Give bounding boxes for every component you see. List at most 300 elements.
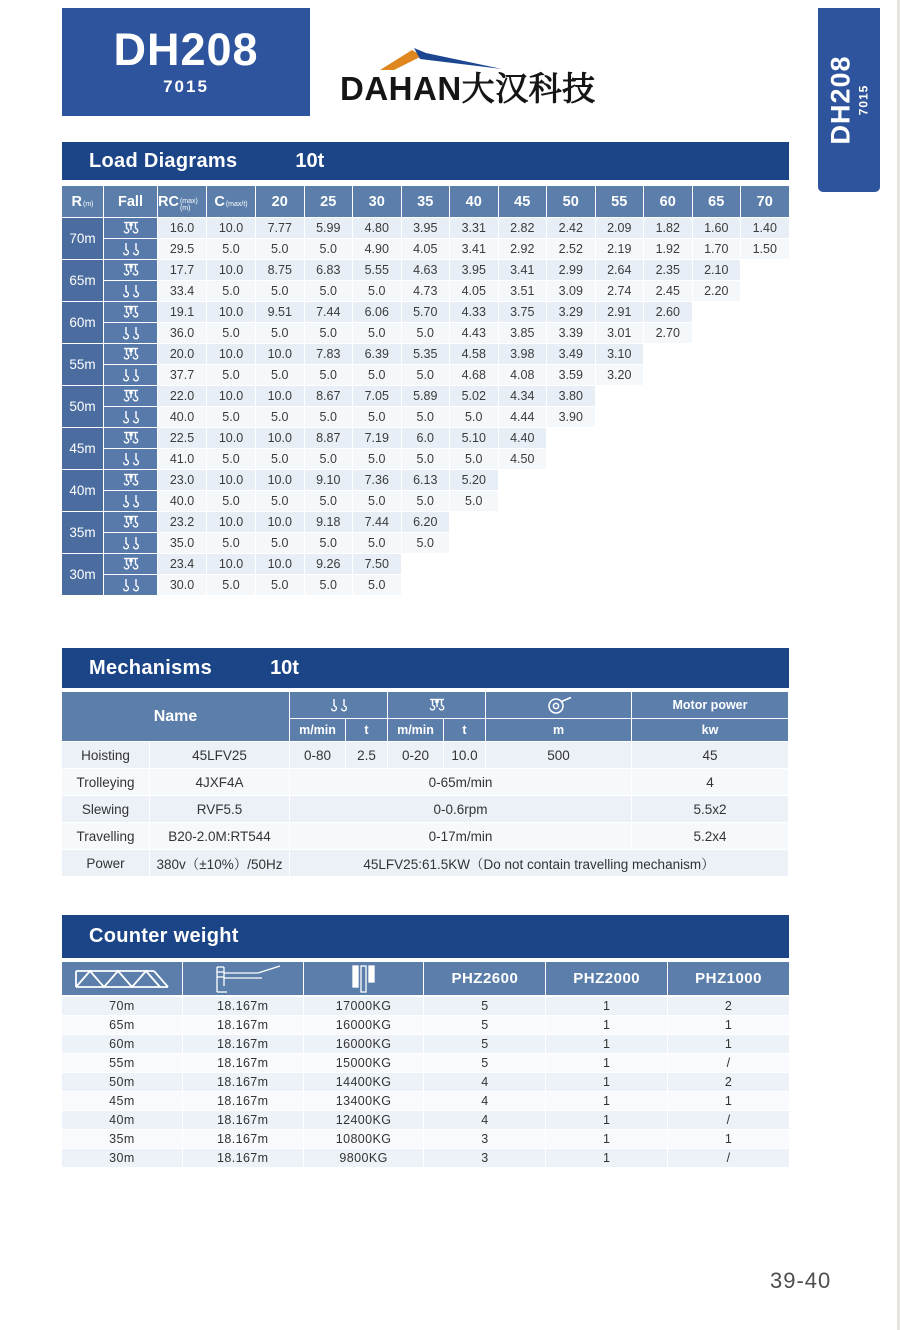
load-cell: 10.0: [256, 470, 304, 490]
counter-weight-cell: 5: [424, 1016, 545, 1034]
four-fall-icon: [104, 386, 157, 406]
load-cell: 5.0: [402, 407, 450, 427]
load-row: [104, 218, 789, 238]
load-cell: 5.0: [305, 239, 353, 259]
load-row-pair: [104, 512, 449, 553]
counter-weight-cell: 18.167m: [183, 1035, 303, 1053]
load-cell: 4.50: [499, 449, 547, 469]
load-rc-cell: 22.0: [158, 386, 206, 406]
counter-weight-cell: 18.167m: [183, 1149, 303, 1167]
load-c-cell: 10.0: [207, 218, 255, 238]
load-cell: 5.0: [256, 281, 304, 301]
col-header-phz2600: PHZ2600: [424, 962, 545, 995]
mechanisms-title-band: [62, 648, 789, 688]
load-rc-cell: 30.0: [158, 575, 206, 595]
load-cell: 5.0: [256, 239, 304, 259]
two-fall-icon: [104, 575, 157, 595]
mech-name-cell: Trolleying: [62, 769, 149, 795]
load-cell: 8.75: [256, 260, 304, 280]
load-cell: 4.80: [353, 218, 401, 238]
load-cell: 3.90: [547, 407, 595, 427]
load-radius-cell: 40m: [62, 470, 103, 511]
counter-weight-cell: 1: [546, 1092, 667, 1110]
load-cell: 5.35: [402, 344, 450, 364]
rope-drum-icon: [486, 692, 631, 718]
load-rc-cell: 40.0: [158, 407, 206, 427]
load-cell: 3.31: [450, 218, 498, 238]
counter-weight-cell: 18.167m: [183, 1130, 303, 1148]
counter-weight-cell: 3: [424, 1130, 545, 1148]
load-col-header: 35: [402, 186, 450, 217]
four-fall-icon: [104, 302, 157, 322]
load-cell: 10.0: [256, 512, 304, 532]
two-fall-icon: [290, 692, 387, 718]
load-cell: 5.0: [450, 449, 498, 469]
load-cell: 4.44: [499, 407, 547, 427]
load-radius-cell: 55m: [62, 344, 103, 385]
counter-weight-cell: 18.167m: [183, 1092, 303, 1110]
load-col-header: 70: [741, 186, 789, 217]
counter-weight-cell: 5: [424, 1035, 545, 1053]
load-c-cell: 10.0: [207, 260, 255, 280]
col-header-rc: RC (max)(m): [158, 186, 206, 217]
load-cell: 5.0: [305, 365, 353, 385]
side-tab-model: DH208: [825, 55, 856, 145]
counter-weight-cell: 2: [668, 997, 789, 1015]
load-cell: 7.44: [305, 302, 353, 322]
load-diagrams-table: [62, 186, 789, 595]
counter-weight-cell: 4: [424, 1073, 545, 1091]
mech-row: [62, 742, 789, 768]
col-header-fall: Fall: [104, 186, 157, 217]
load-diagrams-capacity: 10t: [295, 149, 325, 172]
load-cell: 5.0: [353, 533, 401, 553]
mech-header-right: [290, 692, 788, 741]
counter-weight-cell: 2: [668, 1073, 789, 1091]
brand-model: DH208: [113, 24, 259, 75]
load-cell: 5.0: [353, 491, 401, 511]
load-c-cell: 5.0: [207, 575, 255, 595]
load-rc-cell: 23.2: [158, 512, 206, 532]
load-cell: 9.26: [305, 554, 353, 574]
load-cell: 5.0: [305, 281, 353, 301]
counter-weight-cell: 65m: [62, 1016, 182, 1034]
load-row-group: [62, 302, 789, 343]
load-cell: 1.92: [644, 239, 692, 259]
load-row: [104, 533, 449, 553]
load-radius-cell: 65m: [62, 260, 103, 301]
load-cell: 5.0: [305, 575, 353, 595]
four-fall-icon: [104, 218, 157, 238]
load-cell: 2.35: [644, 260, 692, 280]
load-c-cell: 10.0: [207, 344, 255, 364]
mech-model-cell: 4JXF4A: [150, 769, 289, 795]
mech-power-cell: 4: [632, 769, 788, 795]
load-cell: 3.29: [547, 302, 595, 322]
mechanisms-title: Mechanisms: [89, 656, 213, 679]
load-row-pair: [104, 470, 498, 511]
load-cell: 5.70: [402, 302, 450, 322]
load-c-cell: 5.0: [207, 239, 255, 259]
counter-weight-row: [62, 1016, 789, 1034]
load-cell: 4.08: [499, 365, 547, 385]
counter-weight-cell: 35m: [62, 1130, 182, 1148]
counter-weight-cell: 1: [668, 1035, 789, 1053]
counter-weight-cell: 45m: [62, 1092, 182, 1110]
load-cell: 5.0: [256, 323, 304, 343]
load-c-cell: 10.0: [207, 428, 255, 448]
counter-weight-title: Counter weight: [89, 925, 239, 947]
counter-weight-cell: 60m: [62, 1035, 182, 1053]
load-cell: 5.0: [353, 323, 401, 343]
brand-logo: [340, 46, 630, 110]
mech-name-cell: Travelling: [62, 823, 149, 849]
load-c-cell: 10.0: [207, 554, 255, 574]
load-rc-cell: 35.0: [158, 533, 206, 553]
load-radius-cell: 30m: [62, 554, 103, 595]
load-c-cell: 5.0: [207, 491, 255, 511]
load-cell: 5.0: [256, 365, 304, 385]
mech-rope-cell: 500: [486, 742, 631, 768]
load-row-pair: [104, 344, 643, 385]
load-cell: 2.91: [596, 302, 644, 322]
load-row-pair: [104, 428, 546, 469]
mech-row: [62, 769, 789, 795]
load-cell: 6.13: [402, 470, 450, 490]
counter-weight-cell: 1: [546, 1111, 667, 1129]
load-c-cell: 5.0: [207, 449, 255, 469]
load-col-header: 50: [547, 186, 595, 217]
mech-row: [62, 796, 789, 822]
load-cell: 5.0: [353, 575, 401, 595]
load-cell: 1.50: [741, 239, 789, 259]
load-col-header: 30: [353, 186, 401, 217]
load-cell: 5.0: [353, 449, 401, 469]
four-fall-icon: [104, 512, 157, 532]
load-cell: 2.45: [644, 281, 692, 301]
load-rc-cell: 23.4: [158, 554, 206, 574]
load-radius-cell: 45m: [62, 428, 103, 469]
load-row: [104, 281, 740, 301]
two-fall-icon: [104, 491, 157, 511]
load-c-cell: 5.0: [207, 323, 255, 343]
load-cell: 5.0: [402, 323, 450, 343]
load-cell: 7.83: [305, 344, 353, 364]
col-header-phz1000: PHZ1000: [668, 962, 789, 995]
load-row: [104, 344, 643, 364]
counter-weight-cell: 18.167m: [183, 1073, 303, 1091]
counterweight-blocks-icon: [304, 962, 424, 995]
load-rc-cell: 33.4: [158, 281, 206, 301]
col-header-name: Name: [62, 692, 289, 741]
load-cell: 9.10: [305, 470, 353, 490]
load-cell: 4.40: [499, 428, 547, 448]
counter-weight-cell: /: [668, 1111, 789, 1129]
counter-weight-cell: 50m: [62, 1073, 182, 1091]
load-cell: 3.75: [499, 302, 547, 322]
load-cell: 3.59: [547, 365, 595, 385]
load-cell: 10.0: [256, 386, 304, 406]
jib-truss-icon: [62, 962, 182, 995]
counter-weight-cell: 40m: [62, 1111, 182, 1129]
mech-value-cell: 10.0: [444, 742, 485, 768]
counter-weight-cell: 1: [546, 1149, 667, 1167]
mech-span-cell: 0-17m/min: [290, 823, 631, 849]
mech-full-span-cell: 45LFV25:61.5KW（Do not contain travelling mechanism）: [290, 850, 788, 876]
load-radius-cell: 70m: [62, 218, 103, 259]
four-fall-icon: [388, 692, 485, 718]
side-tab-variant: 7015: [856, 84, 871, 116]
counter-weight-cell: 14400KG: [304, 1073, 424, 1091]
load-cell: 4.05: [450, 281, 498, 301]
load-cell: 4.90: [353, 239, 401, 259]
load-cell: 6.20: [402, 512, 450, 532]
load-cell: 7.77: [256, 218, 304, 238]
load-cell: 3.39: [547, 323, 595, 343]
load-cell: 10.0: [256, 344, 304, 364]
counter-weight-title-band: [62, 915, 789, 958]
brand-block: [62, 8, 310, 116]
load-row: [104, 470, 498, 490]
load-cell: 8.87: [305, 428, 353, 448]
load-cell: 2.20: [693, 281, 741, 301]
mechanisms-table-header: [62, 692, 789, 741]
load-cell: 3.10: [596, 344, 644, 364]
load-row-group: [62, 218, 789, 259]
load-cell: 5.10: [450, 428, 498, 448]
counter-weight-cell: 70m: [62, 997, 182, 1015]
load-cell: 4.58: [450, 344, 498, 364]
load-cell: 5.89: [402, 386, 450, 406]
load-col-header: 55: [596, 186, 644, 217]
load-cell: 2.52: [547, 239, 595, 259]
counter-weight-row: [62, 1111, 789, 1129]
counter-weight-cell: 17000KG: [304, 997, 424, 1015]
load-cell: 5.55: [353, 260, 401, 280]
load-cell: 1.60: [693, 218, 741, 238]
load-cell: 2.10: [693, 260, 741, 280]
two-fall-icon: [104, 365, 157, 385]
counter-weight-cell: 5: [424, 1054, 545, 1072]
counter-weight-cell: 5: [424, 997, 545, 1015]
counter-weight-cell: 55m: [62, 1054, 182, 1072]
load-c-cell: 5.0: [207, 365, 255, 385]
load-rc-cell: 19.1: [158, 302, 206, 322]
load-cell: 6.06: [353, 302, 401, 322]
load-cell: 4.33: [450, 302, 498, 322]
mech-name-cell: Power: [62, 850, 149, 876]
load-cell: 3.41: [499, 260, 547, 280]
counter-weight-row: [62, 1130, 789, 1148]
two-fall-icon: [104, 281, 157, 301]
load-row-group: [62, 260, 789, 301]
load-rc-cell: 40.0: [158, 491, 206, 511]
four-fall-icon: [104, 470, 157, 490]
load-cell: 1.82: [644, 218, 692, 238]
load-row-group: [62, 386, 789, 427]
load-cell: 7.19: [353, 428, 401, 448]
load-cell: 3.95: [402, 218, 450, 238]
load-row: [104, 554, 401, 574]
load-cell: 5.0: [353, 281, 401, 301]
load-cell: 10.0: [256, 428, 304, 448]
counter-weight-cell: 18.167m: [183, 1111, 303, 1129]
load-cell: 3.51: [499, 281, 547, 301]
counter-weight-row: [62, 1092, 789, 1110]
load-col-header: 25: [305, 186, 353, 217]
load-cell: 4.68: [450, 365, 498, 385]
load-col-header: 45: [499, 186, 547, 217]
mech-power-cell: 45: [632, 742, 788, 768]
load-col-header: 65: [693, 186, 741, 217]
load-cell: 5.0: [353, 365, 401, 385]
load-c-cell: 10.0: [207, 302, 255, 322]
load-cell: 7.05: [353, 386, 401, 406]
unit-header: m/min: [290, 719, 345, 741]
mech-name-cell: Slewing: [62, 796, 149, 822]
load-cell: 5.0: [305, 533, 353, 553]
counter-jib-icon: [183, 962, 303, 995]
load-cell: 3.49: [547, 344, 595, 364]
brand-logo-text: DAHAN大汉科技: [340, 70, 596, 107]
load-cell: 5.0: [305, 407, 353, 427]
mech-model-cell: 45LFV25: [150, 742, 289, 768]
load-c-cell: 5.0: [207, 533, 255, 553]
mech-span-cell: 0-0.6rpm: [290, 796, 631, 822]
load-cell: 2.19: [596, 239, 644, 259]
load-rc-cell: 20.0: [158, 344, 206, 364]
load-cell: 5.0: [256, 407, 304, 427]
load-cell: 2.99: [547, 260, 595, 280]
col-header-c: C (max/t): [207, 186, 255, 217]
load-row-pair: [104, 260, 740, 301]
load-row: [104, 302, 692, 322]
load-row: [104, 512, 449, 532]
two-fall-icon: [104, 239, 157, 259]
counter-weight-row: [62, 1054, 789, 1072]
load-col-header: 60: [644, 186, 692, 217]
load-cell: 5.0: [305, 323, 353, 343]
load-cell: 6.83: [305, 260, 353, 280]
load-row: [104, 449, 546, 469]
load-cell: 5.0: [256, 491, 304, 511]
load-row-group: [62, 344, 789, 385]
counter-weight-cell: 1: [546, 997, 667, 1015]
load-cell: 5.0: [256, 533, 304, 553]
load-row-group: [62, 428, 789, 469]
mech-value-cell: 2.5: [346, 742, 387, 768]
load-cell: 5.0: [256, 575, 304, 595]
mech-power-cell: 5.2x4: [632, 823, 788, 849]
counter-weight-row: [62, 1073, 789, 1091]
load-cell: 8.67: [305, 386, 353, 406]
load-row-group: [62, 512, 789, 553]
counter-weight-cell: 1: [668, 1016, 789, 1034]
load-cell: 7.50: [353, 554, 401, 574]
load-cell: 5.0: [305, 491, 353, 511]
counter-weight-cell: /: [668, 1149, 789, 1167]
load-cell: 4.43: [450, 323, 498, 343]
counter-weight-cell: 3: [424, 1149, 545, 1167]
counter-weight-body: [62, 997, 789, 1167]
load-cell: 2.74: [596, 281, 644, 301]
counter-weight-row: [62, 1035, 789, 1053]
load-cell: 2.92: [499, 239, 547, 259]
load-cell: 10.0: [256, 554, 304, 574]
counter-weight-cell: 1: [546, 1035, 667, 1053]
mech-value-cell: 0-80: [290, 742, 345, 768]
counter-weight-cell: 4: [424, 1092, 545, 1110]
load-cell: 5.0: [256, 449, 304, 469]
load-rc-cell: 17.7: [158, 260, 206, 280]
load-col-header: 20: [256, 186, 304, 217]
counter-weight-cell: 1: [546, 1130, 667, 1148]
load-row-group: [62, 470, 789, 511]
four-fall-icon: [104, 554, 157, 574]
load-cell: 9.18: [305, 512, 353, 532]
load-cell: 2.64: [596, 260, 644, 280]
counter-weight-cell: 18.167m: [183, 1016, 303, 1034]
counter-weight-cell: 1: [546, 1054, 667, 1072]
load-row-pair: [104, 218, 789, 259]
counter-weight-cell: 1: [668, 1130, 789, 1148]
load-rc-cell: 37.7: [158, 365, 206, 385]
col-header-phz2000: PHZ2000: [546, 962, 667, 995]
load-row: [104, 239, 789, 259]
load-cell: 2.70: [644, 323, 692, 343]
counter-weight-cell: 10800KG: [304, 1130, 424, 1148]
unit-header: m: [486, 719, 631, 741]
load-cell: 2.42: [547, 218, 595, 238]
four-fall-icon: [104, 428, 157, 448]
counter-weight-table: [62, 962, 789, 1167]
load-c-cell: 5.0: [207, 281, 255, 301]
counter-weight-cell: 18.167m: [183, 997, 303, 1015]
counter-weight-cell: 1: [546, 1016, 667, 1034]
counter-weight-cell: 18.167m: [183, 1054, 303, 1072]
load-row: [104, 260, 740, 280]
load-row: [104, 491, 498, 511]
load-cell: 5.0: [450, 491, 498, 511]
load-c-cell: 10.0: [207, 512, 255, 532]
counter-weight-cell: 1: [546, 1073, 667, 1091]
unit-header: m/min: [388, 719, 443, 741]
mech-row: [62, 823, 789, 849]
mechanisms-table: [62, 692, 789, 876]
mech-header-units-row: [290, 719, 788, 741]
load-c-cell: 10.0: [207, 470, 255, 490]
load-cell: 6.0: [402, 428, 450, 448]
load-rc-cell: 23.0: [158, 470, 206, 490]
load-radius-cell: 60m: [62, 302, 103, 343]
side-tab: [818, 8, 880, 192]
load-cell: 5.0: [353, 407, 401, 427]
col-header-motor-power: Motor power: [632, 692, 788, 718]
col-header-radius: R (m): [62, 186, 103, 217]
load-row-pair: [104, 386, 595, 427]
load-row-pair: [104, 554, 401, 595]
load-row: [104, 365, 643, 385]
counter-weight-header: [62, 962, 789, 995]
load-row: [104, 323, 692, 343]
counter-weight-row: [62, 997, 789, 1015]
counter-weight-cell: 13400KG: [304, 1092, 424, 1110]
mech-model-cell: B20-2.0M:RT544: [150, 823, 289, 849]
counter-weight-cell: 1: [668, 1092, 789, 1110]
load-cell: 4.73: [402, 281, 450, 301]
load-cell: 1.70: [693, 239, 741, 259]
load-cell: 3.09: [547, 281, 595, 301]
